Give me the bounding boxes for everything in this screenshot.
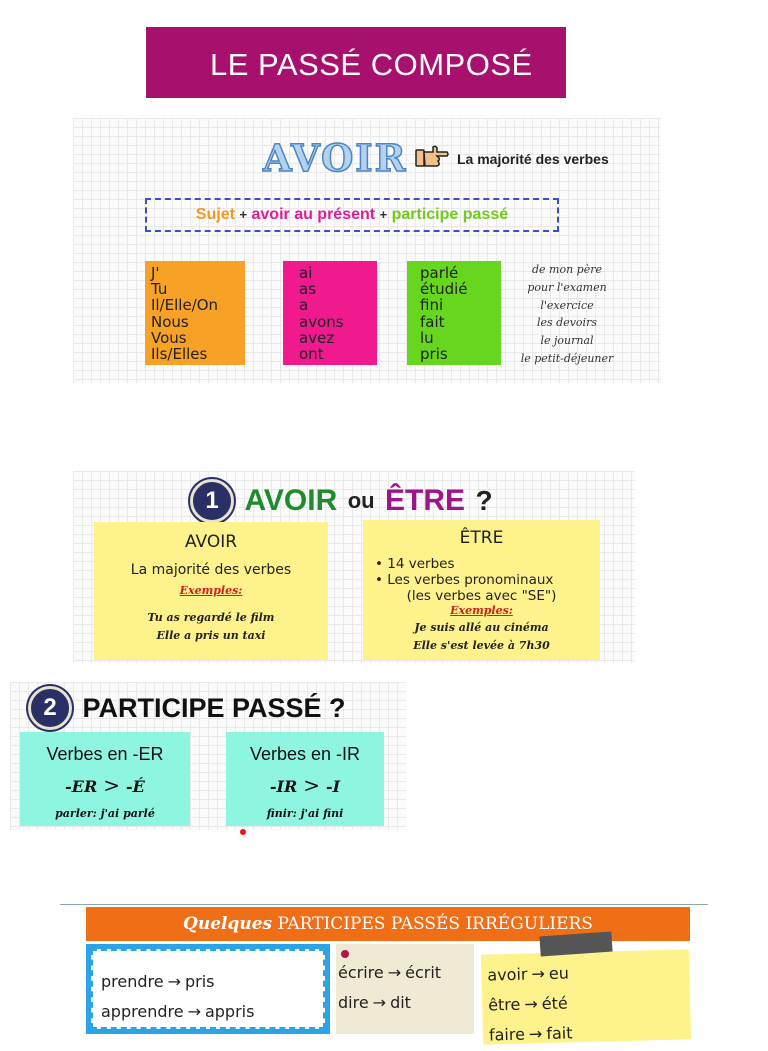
card-title: Verbes en -ER — [46, 744, 164, 764]
list-item: avons — [299, 312, 344, 331]
rule-line — [226, 773, 384, 797]
list-item: l'exercice — [540, 298, 594, 312]
formula-box — [145, 198, 559, 232]
arrow-icon: → — [167, 972, 181, 991]
title-banner — [146, 27, 566, 98]
list-item: avez — [299, 328, 335, 347]
participle: eu — [548, 963, 570, 983]
list-item: fait — [420, 312, 445, 331]
example-line: Elle a pris un taxi — [156, 629, 266, 642]
participle: pris — [185, 972, 215, 991]
list-item: de mon père — [531, 263, 602, 276]
example-line: Elle s'est levée à 7h30 — [413, 639, 550, 652]
section-heading — [190, 479, 493, 523]
formula-avoir: avoir au présent — [251, 206, 376, 223]
participle: fait — [546, 1023, 573, 1044]
divider — [60, 904, 708, 905]
list-item — [101, 997, 323, 1027]
list-item: étudié — [420, 280, 468, 299]
heading-text: PARTICIPE PASSÉ ? — [82, 692, 346, 723]
card-title: ÊTRE — [459, 528, 504, 548]
auxiliary-box — [283, 261, 377, 365]
verb: écrire — [338, 963, 384, 982]
avoir-section — [73, 118, 661, 383]
avoir-subheading: La majorité des verbes — [457, 151, 609, 167]
examples-label: Exemples: — [450, 604, 513, 617]
greater-than-sign: > — [103, 773, 121, 797]
rule-to: -É — [126, 777, 145, 796]
arrow-icon: → — [528, 1024, 543, 1044]
arrow-icon: → — [372, 993, 387, 1012]
list-item: le journal — [540, 334, 594, 348]
participle: appris — [204, 1002, 255, 1021]
number-badge: 1 — [190, 479, 234, 523]
arrow-icon: → — [524, 994, 539, 1014]
card-subtitle: La majorité des verbes — [130, 562, 292, 578]
list-item: pour l'examen — [527, 280, 607, 294]
arrow-icon: → — [387, 963, 402, 982]
decorative-dot — [240, 829, 246, 835]
list-item: lu — [420, 328, 434, 347]
list-item: a — [299, 296, 309, 315]
ir-verbs-card — [226, 732, 384, 826]
rule-from: -IR — [269, 777, 298, 796]
heading-question-mark: ? — [475, 485, 493, 516]
rule-line — [20, 773, 190, 797]
formula-participe: participe passé — [391, 206, 509, 223]
list-item: parlé — [420, 264, 459, 282]
avoir-ou-etre-section — [73, 471, 635, 663]
list-item: Tu — [151, 280, 168, 299]
list-item: le petit-déjeuner — [520, 351, 614, 365]
participe-passe-section — [10, 682, 406, 830]
page-title: LE PASSÉ COMPOSÉ — [210, 47, 533, 82]
heading-etre: ÊTRE — [385, 484, 466, 517]
list-item: Il/Elle/On — [151, 296, 219, 315]
verb: apprendre — [101, 1002, 184, 1021]
rule-from: -ER — [65, 777, 98, 796]
verb: avoir — [487, 964, 528, 985]
er-verbs-card — [20, 732, 190, 826]
example-line: finir: j'ai fini — [266, 807, 344, 820]
list-item — [101, 967, 323, 997]
formula-plus: + — [239, 207, 248, 222]
verb: faire — [488, 1024, 526, 1045]
list-item: Ils/Elles — [151, 345, 208, 364]
list-item — [489, 1015, 692, 1050]
list-item: ont — [299, 345, 324, 364]
list-item: pris — [420, 345, 448, 364]
participle: écrit — [405, 963, 442, 982]
participles-box — [407, 261, 501, 365]
list-item: J' — [151, 264, 160, 282]
pin-icon — [341, 950, 349, 958]
blue-card-inner — [91, 949, 325, 1029]
participle: été — [541, 993, 568, 1014]
list-item: as — [299, 280, 317, 299]
verb: prendre — [101, 972, 164, 991]
bullet-item: (les verbes avec "SE") — [406, 588, 557, 604]
formula-sujet: Sujet — [195, 206, 235, 223]
verb: dire — [338, 993, 369, 1012]
list-item — [338, 958, 474, 988]
irregular-participles-section — [60, 904, 708, 1045]
avoir-card — [94, 522, 328, 660]
subjects-box — [145, 261, 245, 365]
heading-ou: ou — [347, 488, 375, 513]
blue-list-card — [86, 944, 330, 1034]
bullet-item: • Les verbes pronominaux — [375, 572, 554, 588]
greater-than-sign: > — [303, 773, 321, 797]
heading-avoir: AVOIR — [244, 484, 338, 517]
pointing-hand-icon — [415, 144, 449, 168]
number-badge: 2 — [28, 686, 72, 730]
banner-quelques: Quelques — [183, 914, 273, 934]
bullet-list — [375, 556, 600, 604]
example-line: Je suis allé au cinéma — [414, 621, 549, 634]
bullet-item: • 14 verbes — [375, 556, 455, 572]
rule-to: -I — [326, 777, 341, 796]
card-title: Verbes en -IR — [249, 744, 361, 764]
list-item — [338, 988, 474, 1018]
section-heading — [28, 686, 346, 730]
complements-list — [517, 261, 617, 371]
banner-title: PARTICIPES PASSÉS IRRÉGULIERS — [277, 914, 593, 934]
verb: être — [487, 994, 521, 1015]
sticky-note — [481, 949, 691, 1044]
list-item: Nous — [151, 312, 189, 331]
list-item: les devoirs — [537, 316, 597, 330]
participle: dit — [390, 993, 411, 1012]
etre-card — [363, 520, 600, 660]
example-line: parler: j'ai parlé — [55, 807, 155, 820]
arrow-icon: → — [531, 964, 546, 984]
list-item: Vous — [151, 328, 187, 347]
card-title: AVOIR — [184, 532, 238, 552]
example-line: Tu as regardé le film — [147, 611, 275, 624]
middle-list-card — [336, 944, 474, 1034]
formula-plus: + — [379, 207, 388, 222]
list-item: fini — [420, 296, 444, 315]
avoir-heading: AVOIR — [263, 136, 408, 180]
arrow-icon: → — [187, 1002, 201, 1021]
examples-label: Exemples: — [179, 584, 243, 597]
list-item: ai — [299, 264, 313, 282]
